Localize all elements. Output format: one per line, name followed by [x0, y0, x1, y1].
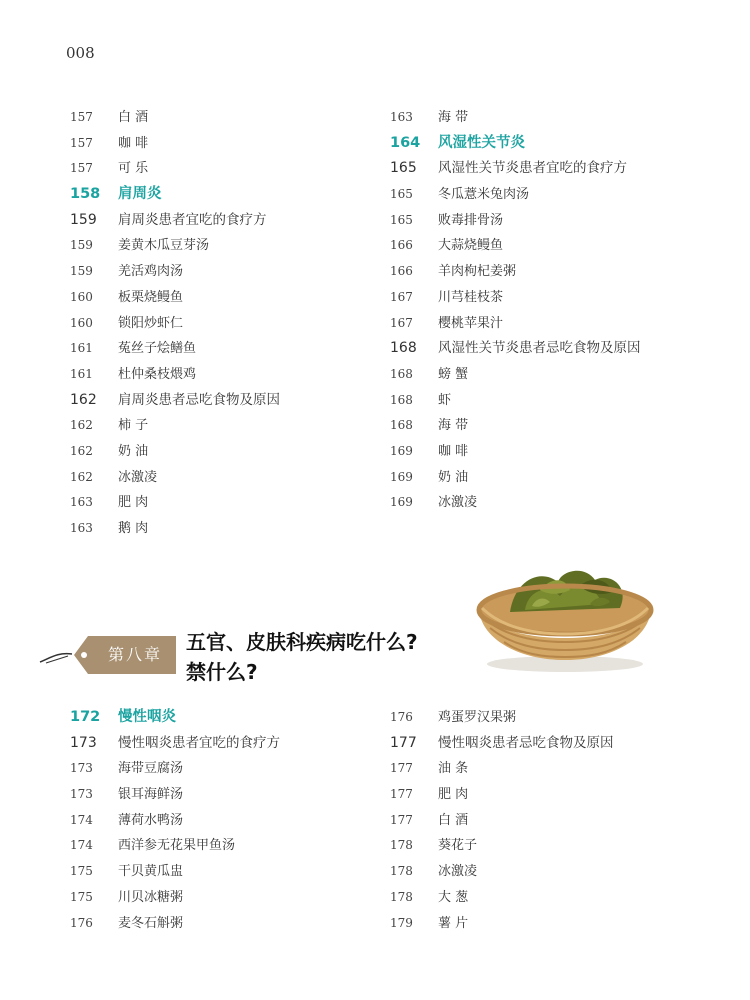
chapter-title	[186, 627, 486, 687]
toc-entry-title: 鸡蛋罗汉果粥	[438, 710, 517, 725]
toc-entry	[70, 336, 390, 362]
toc-entry	[70, 413, 390, 439]
chapter-title-line1: 五官、皮肤科疾病吃什么?	[186, 630, 418, 654]
toc-entry	[390, 311, 710, 337]
toc-page-number: 163	[70, 495, 93, 510]
toc-page-number: 168	[390, 392, 413, 407]
toc-page-number: 169	[390, 469, 413, 484]
toc-entry	[390, 259, 710, 285]
toc-entry-title: 肩周炎	[118, 186, 162, 203]
toc-entry	[390, 756, 710, 782]
toc-entry	[390, 465, 710, 491]
toc-entry-title: 慢性咽炎	[118, 709, 176, 725]
toc-entry	[390, 911, 710, 937]
toc-entry-title: 冰激凌	[118, 469, 158, 485]
toc-entry	[390, 208, 710, 234]
toc-entry-title: 虾	[438, 392, 452, 408]
toc-entry	[390, 885, 710, 911]
toc-page-number: 177	[390, 734, 417, 751]
toc-page-number: 167	[390, 315, 413, 330]
toc-page-number: 166	[390, 264, 413, 279]
toc-page-number: 162	[70, 391, 97, 408]
toc-entry-title: 慢性咽炎患者宜吃的食疗方	[118, 734, 280, 751]
toc-page-number: 159	[70, 264, 93, 279]
toc-page-number: 157	[70, 161, 93, 176]
toc-entry	[390, 808, 710, 834]
toc-entry	[390, 859, 710, 885]
toc-entry-title: 肩周炎患者忌吃食物及原因	[118, 391, 280, 408]
toc-page-number: 173	[70, 761, 93, 776]
page-number: 008	[66, 44, 95, 62]
toc-page-number: 157	[70, 110, 93, 124]
toc-entry-title: 鹅 肉	[118, 521, 149, 536]
toc-entry-title: 风湿性关节炎患者忌吃食物及原因	[438, 340, 641, 357]
toc-entry	[70, 285, 390, 311]
toc-entry-title: 海 带	[438, 418, 469, 434]
toc-entry-title: 海带豆腐汤	[118, 761, 184, 777]
toc-entry-title: 冰激凌	[438, 495, 478, 511]
toc-entry-title: 麦冬石斛粥	[118, 915, 184, 931]
toc-entry	[390, 490, 710, 516]
toc-entry	[390, 285, 710, 311]
toc-entry-title: 葵花子	[438, 838, 478, 854]
toc-entry-title: 樱桃苹果汁	[438, 315, 504, 331]
toc-subheading	[70, 731, 390, 757]
toc-page-number: 169	[390, 495, 413, 510]
toc-entry	[390, 233, 710, 259]
toc-entry-title: 羊肉枸杞姜粥	[438, 264, 517, 280]
toc-entry-title: 薯 片	[438, 915, 469, 931]
toc-entry	[70, 362, 390, 388]
toc-entry-title: 螃 蟹	[438, 366, 469, 382]
toc-entry-title: 肥 肉	[118, 495, 149, 511]
toc-page-number: 158	[70, 186, 101, 203]
toc-page-number: 163	[70, 521, 93, 535]
toc-page-number: 178	[390, 864, 413, 879]
toc-entry-title: 杜仲桑枝煨鸡	[118, 366, 197, 382]
toc-entry	[70, 439, 390, 465]
toc-entry	[70, 465, 390, 491]
chapter-title-line2: 禁什么?	[186, 660, 258, 684]
toc-entry	[70, 311, 390, 337]
toc-entry	[390, 362, 710, 388]
toc-entry-title: 冰激凌	[438, 864, 478, 880]
toc-entry	[70, 156, 390, 182]
toc-page-number: 177	[390, 761, 413, 776]
wicker-basket-icon	[470, 560, 660, 679]
toc-section-heading	[390, 131, 710, 157]
toc-page-number: 161	[70, 366, 93, 381]
toc-entry	[390, 105, 710, 131]
toc-entry	[70, 859, 390, 885]
toc-entry	[390, 439, 710, 465]
toc-entry-title: 川贝冰糖粥	[118, 889, 184, 905]
toc-section-heading	[70, 182, 390, 208]
toc-subheading	[70, 208, 390, 234]
chapter-tag	[38, 632, 178, 678]
toc-page-number: 179	[390, 915, 413, 930]
toc-section-heading	[70, 705, 390, 731]
toc-entry-title: 肥 肉	[438, 787, 469, 803]
toc-page-number: 175	[70, 889, 93, 904]
toc-entry	[390, 388, 710, 414]
toc-entry	[390, 705, 710, 731]
toc-entry-title: 西洋参无花果甲鱼汤	[118, 838, 236, 854]
toc-page-number: 173	[70, 787, 93, 802]
toc-entry-title: 败毒排骨汤	[438, 212, 504, 228]
toc-entry	[70, 131, 390, 157]
toc-entry-title: 姜黄木瓜豆芽汤	[118, 238, 210, 254]
toc-page-number: 178	[390, 889, 413, 904]
toc-page-number: 165	[390, 187, 413, 202]
toc-page-number: 176	[70, 915, 93, 930]
toc-page-number: 167	[390, 289, 413, 304]
toc-page-number: 168	[390, 366, 413, 381]
toc-entry-title: 板栗烧鳗鱼	[118, 289, 184, 305]
toc-entry	[70, 885, 390, 911]
toc-entry-title: 咖 啡	[438, 443, 469, 459]
toc-entry-title: 白 酒	[438, 812, 469, 828]
toc-page-number: 177	[390, 787, 413, 802]
toc-entry	[70, 259, 390, 285]
toc-page-number: 168	[390, 418, 413, 433]
toc-entry	[70, 233, 390, 259]
toc-entry-title: 川芎桂枝茶	[438, 289, 504, 305]
toc-page-number: 160	[70, 289, 93, 304]
toc-entry	[390, 413, 710, 439]
toc-entry	[70, 516, 390, 542]
toc-page-number: 178	[390, 838, 413, 853]
toc-page-number: 159	[70, 211, 97, 228]
toc-entry-title: 咖 啡	[118, 135, 149, 151]
toc-entry-title: 柿 子	[118, 418, 149, 434]
toc-page-number: 173	[70, 734, 97, 751]
toc-page-number: 175	[70, 864, 93, 879]
toc-column-top-left	[70, 105, 390, 542]
toc-entry-title: 薄荷水鸭汤	[118, 812, 184, 828]
toc-column-bottom-right	[390, 705, 710, 936]
toc-page-number: 174	[70, 812, 93, 827]
toc-entry	[70, 911, 390, 937]
toc-page-number: 161	[70, 341, 93, 356]
toc-entry-title: 风湿性关节炎患者宜吃的食疗方	[438, 160, 627, 177]
toc-entry-title: 白 酒	[118, 110, 149, 125]
toc-entry	[390, 833, 710, 859]
toc-page-number: 165	[390, 212, 413, 227]
toc-page-number: 163	[390, 110, 413, 124]
toc-subheading	[390, 156, 710, 182]
toc-page-number: 157	[70, 135, 93, 150]
toc-entry-title: 可 乐	[118, 161, 149, 177]
toc-entry	[70, 490, 390, 516]
toc-page-number: 169	[390, 443, 413, 458]
toc-entry-title: 油 条	[438, 761, 469, 777]
toc-entry-title: 风湿性关节炎	[438, 134, 525, 151]
toc-entry-title: 奶 油	[118, 443, 149, 459]
toc-entry	[70, 833, 390, 859]
toc-entry-title: 干贝黄瓜盅	[118, 864, 184, 880]
toc-subheading	[70, 388, 390, 414]
toc-column-bottom-left	[70, 705, 390, 936]
chapter-label: 第八章	[107, 645, 162, 664]
toc-subheading	[390, 336, 710, 362]
toc-entry	[70, 105, 390, 131]
toc-entry	[70, 782, 390, 808]
toc-page-number: 176	[390, 710, 413, 724]
toc-entry	[390, 182, 710, 208]
toc-page-number: 164	[390, 134, 421, 151]
toc-entry-title: 奶 油	[438, 469, 469, 485]
toc-page-number: 172	[70, 709, 101, 725]
toc-entry-title: 羌活鸡肉汤	[118, 264, 184, 280]
toc-page-number: 162	[70, 443, 93, 458]
toc-entry-title: 锁阳炒虾仁	[118, 315, 184, 331]
toc-entry-title: 大蒜烧鳗鱼	[438, 238, 504, 254]
toc-column-top-right	[390, 105, 710, 516]
toc-subheading	[390, 731, 710, 757]
toc-page-number: 160	[70, 315, 93, 330]
toc-entry	[70, 756, 390, 782]
toc-entry-title: 肩周炎患者宜吃的食疗方	[118, 211, 267, 228]
toc-page-number: 162	[70, 469, 93, 484]
toc-page-number: 165	[390, 160, 417, 177]
toc-entry-title: 慢性咽炎患者忌吃食物及原因	[438, 734, 614, 751]
toc-entry	[70, 808, 390, 834]
toc-entry	[390, 782, 710, 808]
toc-page-number: 174	[70, 838, 93, 853]
toc-entry-title: 大 葱	[438, 889, 469, 905]
toc-page-number: 159	[70, 238, 93, 253]
toc-page-number: 162	[70, 418, 93, 433]
toc-page-number: 168	[390, 340, 417, 357]
toc-entry-title: 银耳海鲜汤	[118, 787, 184, 803]
toc-entry-title: 海 带	[438, 110, 469, 125]
toc-entry-title: 冬瓜薏米兔肉汤	[438, 187, 530, 203]
toc-page-number: 177	[390, 812, 413, 827]
toc-page-number: 166	[390, 238, 413, 253]
toc-entry-title: 菟丝子烩鳝鱼	[118, 341, 197, 357]
